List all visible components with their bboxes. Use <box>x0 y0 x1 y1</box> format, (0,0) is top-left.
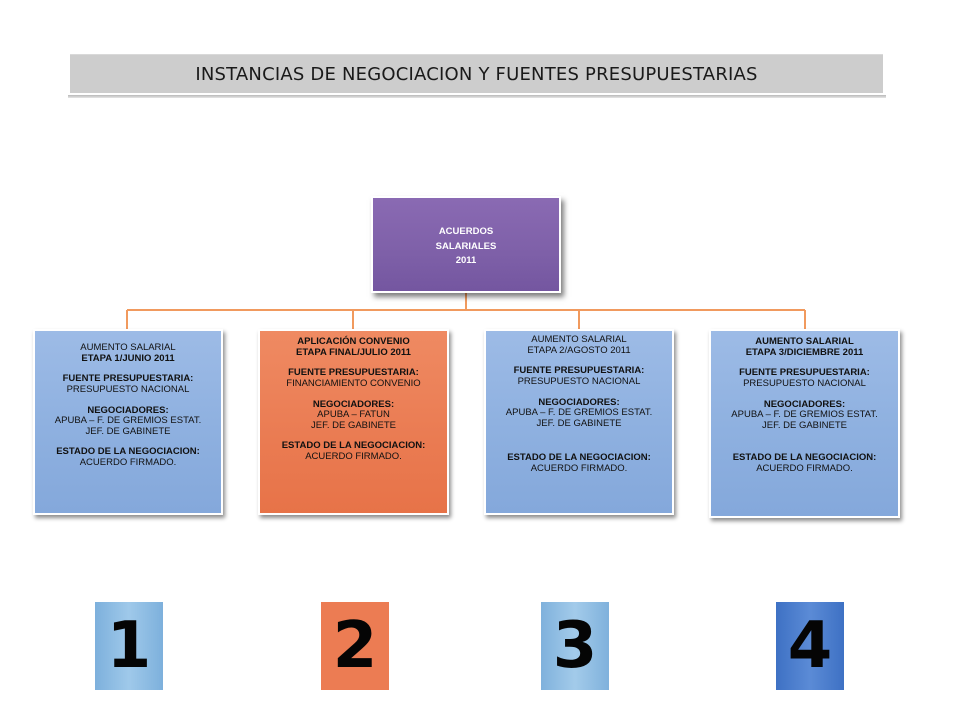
node-heading-line-2: ETAPA 3/DICIEMBRE 2011 <box>745 346 864 358</box>
negociadores-line-1: APUBA – FATUN <box>317 409 390 421</box>
node-heading-line-2: ETAPA 1/JUNIO 2011 <box>81 352 175 364</box>
estado-label: ESTADO DE LA NEGOCIACION: <box>732 452 877 464</box>
estado-label: ESTADO DE LA NEGOCIACION: <box>281 440 426 452</box>
node-etapa-2 <box>484 329 674 515</box>
slide-title: INSTANCIAS DE NEGOCIACION Y FUENTES PRESUPUESTARIAS <box>195 63 758 85</box>
estado-value: ACUERDO FIRMADO. <box>79 457 177 468</box>
fuente-label: FUENTE PRESUPUESTARIA: <box>62 373 194 385</box>
negociadores-line-2: JEF. DE GABINETE <box>762 419 847 431</box>
negociadores-line-1: APUBA – F. DE GREMIOS ESTAT. <box>505 407 653 419</box>
negociadores-line-1: APUBA – F. DE GREMIOS ESTAT. <box>731 409 878 421</box>
node-heading-line-1: AUMENTO SALARIAL <box>80 342 176 353</box>
negociadores-label: NEGOCIADORES: <box>538 396 620 408</box>
number-tile-2: 2 <box>321 602 389 690</box>
number-tile-3: 3 <box>541 602 609 690</box>
negociadores-line-1: APUBA – F. DE GREMIOS ESTAT. <box>54 415 202 427</box>
root-line-1: ACUERDOS <box>438 226 494 237</box>
node-etapa-1 <box>33 329 223 515</box>
fuente-value: PRESUPUESTO NACIONAL <box>743 377 866 389</box>
root-line-3: 2011 <box>455 255 477 267</box>
negociadores-label: NEGOCIADORES: <box>763 398 846 410</box>
estado-value: ACUERDO FIRMADO. <box>756 463 853 474</box>
fuente-label: FUENTE PRESUPUESTARIA: <box>513 365 645 377</box>
fuente-value: PRESUPUESTO NACIONAL <box>66 383 190 395</box>
root-node-acuerdos-salariales <box>371 196 561 293</box>
root-line-2: SALARIALES <box>435 240 497 252</box>
node-etapa-final <box>258 329 449 515</box>
fuente-label: FUENTE PRESUPUESTARIA: <box>739 367 870 379</box>
estado-value: ACUERDO FIRMADO. <box>305 451 402 462</box>
node-heading-line-1: AUMENTO SALARIAL <box>531 334 627 345</box>
fuente-label: FUENTE PRESUPUESTARIA: <box>288 367 419 379</box>
node-heading-line-1: AUMENTO SALARIAL <box>755 336 854 347</box>
fuente-value: PRESUPUESTO NACIONAL <box>517 375 641 387</box>
negociadores-line-2: JEF. DE GABINETE <box>536 417 622 429</box>
node-heading-line-2: ETAPA FINAL/JULIO 2011 <box>296 346 411 358</box>
negociadores-label: NEGOCIADORES: <box>87 404 169 416</box>
node-heading-line-2: ETAPA 2/AGOSTO 2011 <box>527 344 631 356</box>
node-etapa-3 <box>709 329 900 518</box>
fuente-value: FINANCIAMIENTO CONVENIO <box>286 377 421 389</box>
number-tile-4: 4 <box>776 602 844 690</box>
estado-label: ESTADO DE LA NEGOCIACION: <box>507 452 651 464</box>
estado-value: ACUERDO FIRMADO. <box>530 463 628 474</box>
node-heading-line-1: APLICACIÓN CONVENIO <box>297 336 410 347</box>
negociadores-label: NEGOCIADORES: <box>312 398 395 410</box>
negociadores-line-2: JEF. DE GABINETE <box>311 419 396 431</box>
negociadores-line-2: JEF. DE GABINETE <box>85 425 171 437</box>
number-tile-1: 1 <box>95 602 163 690</box>
estado-label: ESTADO DE LA NEGOCIACION: <box>56 446 200 458</box>
